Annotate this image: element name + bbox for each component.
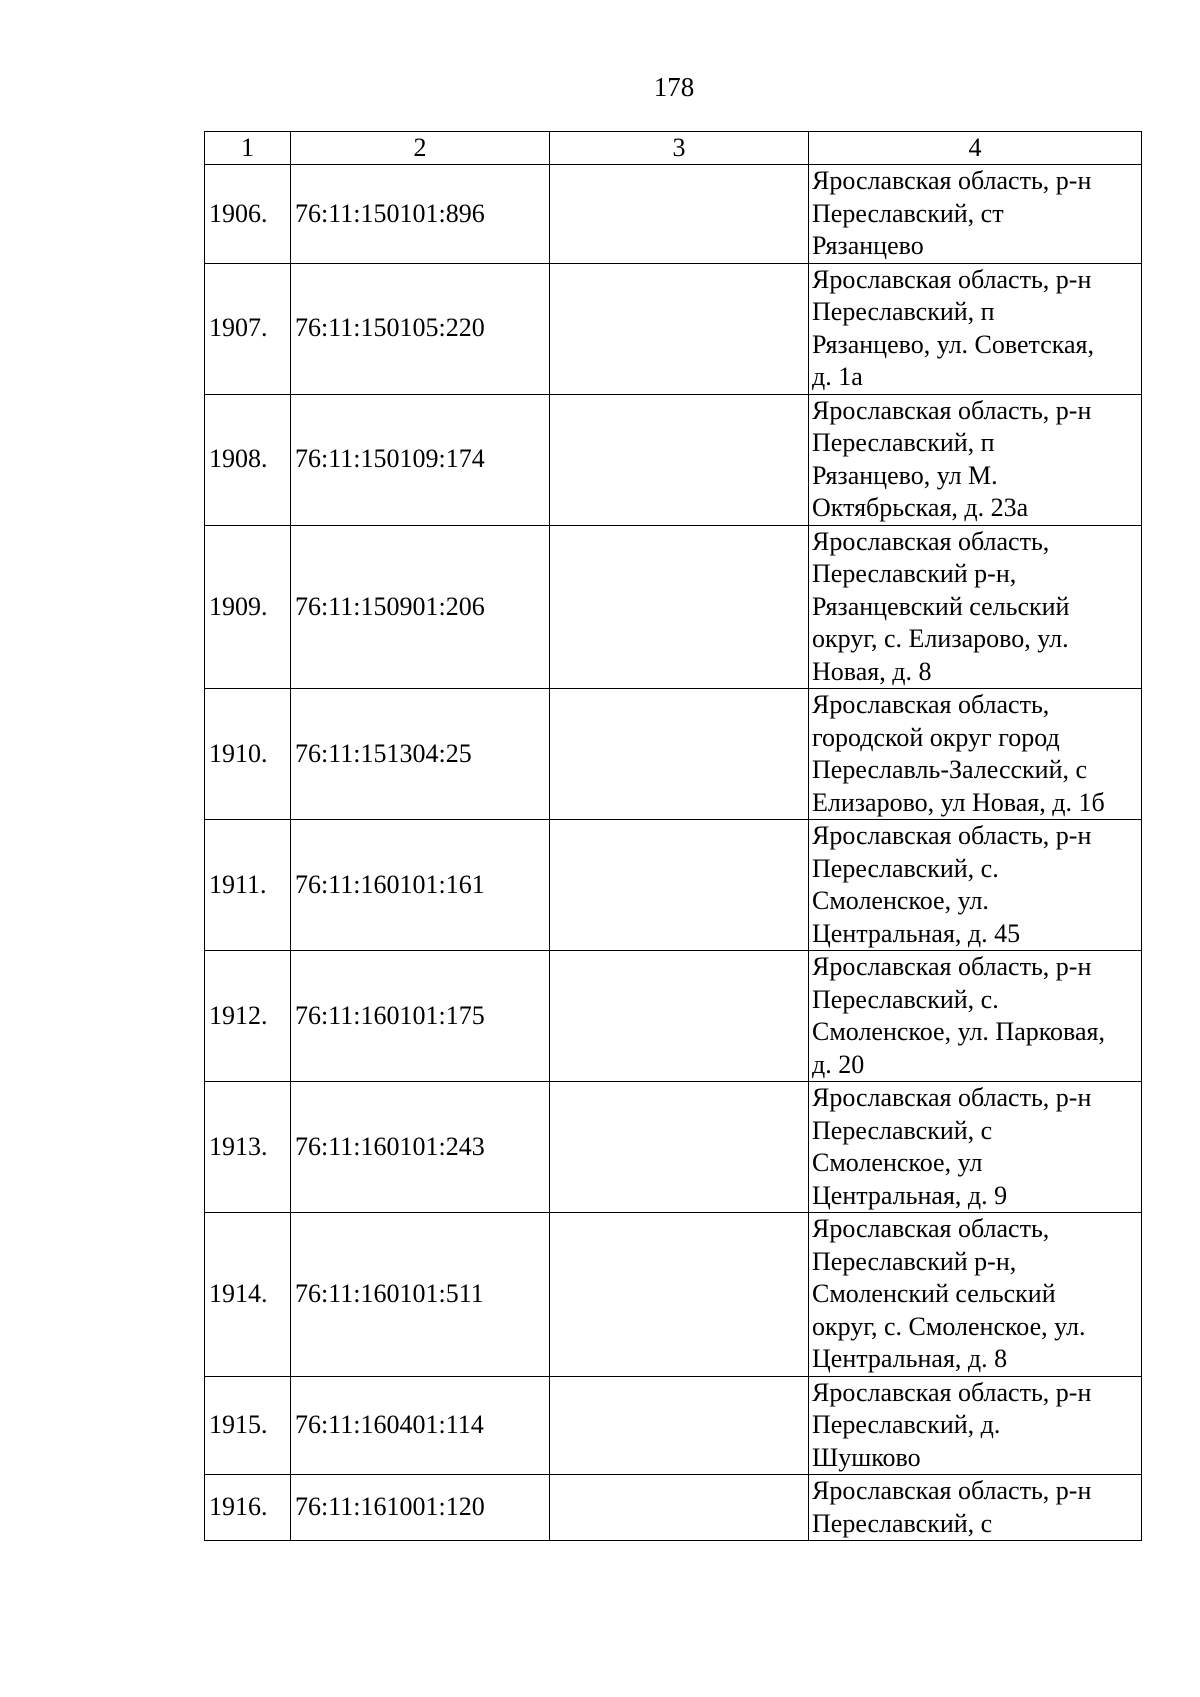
- row-number: 1911.: [205, 820, 291, 951]
- address-line: Рязанцевский сельский: [812, 591, 1070, 621]
- table-row: [205, 394, 1142, 525]
- row-number: 1913.: [205, 1082, 291, 1213]
- address-line: Смоленское, ул: [812, 1148, 983, 1177]
- row-number: 1908.: [205, 394, 291, 525]
- column-3-cell: [550, 820, 809, 951]
- address-line: Ярославская область,: [812, 526, 1050, 556]
- row-number: 1906.: [205, 165, 291, 264]
- address-line: городской округ город: [812, 722, 1060, 752]
- row-number: 1909.: [205, 525, 291, 689]
- address-line: Центральная, д. 9: [812, 1180, 1008, 1210]
- address-line: Елизарово, ул Новая, д. 1б: [812, 787, 1105, 817]
- row-number: 1916.: [205, 1475, 291, 1541]
- table-row: [205, 689, 1142, 820]
- address-line: Переславский, с: [812, 1115, 993, 1145]
- address-line: Ярославская область, р-н: [812, 395, 1092, 425]
- address-cell: [809, 165, 1142, 264]
- address-line: Ярославская область, р-н: [812, 1083, 1092, 1112]
- address-line: Ярославская область,: [812, 1214, 1050, 1243]
- address-line: Октябрьская, д. 23а: [812, 493, 1029, 522]
- column-3-cell: [550, 1376, 809, 1475]
- address-line: Рязанцево, ул М.: [812, 460, 998, 490]
- table-row: [205, 1213, 1142, 1377]
- row-number: 1912.: [205, 951, 291, 1082]
- address-line: Шушково: [812, 1442, 921, 1472]
- address-cell: [809, 263, 1142, 394]
- address-line: Переславский, п: [812, 297, 995, 326]
- column-3-cell: [550, 165, 809, 264]
- cadastral-number: 76:11:160101:175: [291, 951, 550, 1082]
- address-cell: [809, 1376, 1142, 1475]
- table-row: [205, 1376, 1142, 1475]
- cadastral-number: 76:11:160101:511: [291, 1213, 550, 1377]
- cadastral-number: 76:11:150901:206: [291, 525, 550, 689]
- cadastral-number: 76:11:150105:220: [291, 263, 550, 394]
- address-line: д. 1а: [812, 362, 863, 391]
- column-3-cell: [550, 1475, 809, 1541]
- property-table: [204, 131, 1142, 1541]
- address-line: Ярославская область, р-н: [812, 821, 1092, 850]
- address-line: Ярославская область, р-н: [812, 166, 1092, 195]
- address-cell: [809, 525, 1142, 689]
- address-line: Ярославская область, р-н: [812, 952, 1092, 981]
- address-line: Рязанцево, ул. Советская,: [812, 329, 1095, 359]
- table-row: [205, 165, 1142, 264]
- address-line: Переславский, ст: [812, 198, 1004, 228]
- address-line: округ, с. Смоленское, ул.: [812, 1311, 1086, 1341]
- column-3-cell: [550, 394, 809, 525]
- address-line: Переславский, с.: [812, 984, 999, 1014]
- header-cell: 1: [205, 132, 291, 165]
- cadastral-number: 76:11:150109:174: [291, 394, 550, 525]
- address-cell: [809, 951, 1142, 1082]
- cadastral-number: 76:11:160101:161: [291, 820, 550, 951]
- address-line: Ярославская область,: [812, 690, 1050, 719]
- address-line: д. 20: [812, 1049, 865, 1079]
- header-cell: 2: [291, 132, 550, 165]
- address-line: Ярославская область, р-н: [812, 264, 1092, 294]
- address-line: Смоленский сельский: [812, 1279, 1056, 1308]
- table-row: [205, 951, 1142, 1082]
- address-cell: [809, 1475, 1142, 1541]
- row-number: 1907.: [205, 263, 291, 394]
- cadastral-number: 76:11:160101:243: [291, 1082, 550, 1213]
- address-cell: [809, 820, 1142, 951]
- table-row: [205, 1475, 1142, 1541]
- header-cell: 4: [809, 132, 1142, 165]
- row-number: 1915.: [205, 1376, 291, 1475]
- address-cell: [809, 689, 1142, 820]
- address-line: округ, с. Елизарово, ул.: [812, 624, 1069, 653]
- address-line: Переславский р-н,: [812, 1246, 1017, 1276]
- column-3-cell: [550, 689, 809, 820]
- address-line: Переславский, п: [812, 428, 995, 457]
- row-number: 1914.: [205, 1213, 291, 1377]
- address-line: Переславский р-н,: [812, 559, 1017, 588]
- address-line: Переславский, д.: [812, 1410, 1001, 1439]
- row-number: 1910.: [205, 689, 291, 820]
- address-line: Ярославская область, р-н: [812, 1377, 1092, 1407]
- table-row: [205, 525, 1142, 689]
- column-3-cell: [550, 951, 809, 1082]
- cadastral-number: 76:11:150101:896: [291, 165, 550, 264]
- page-number: 178: [653, 72, 695, 102]
- address-line: Переславский, с: [812, 1508, 993, 1538]
- column-3-cell: [550, 525, 809, 689]
- header-cell: 3: [550, 132, 809, 165]
- table-row: [205, 820, 1142, 951]
- address-cell: [809, 1082, 1142, 1213]
- address-line: Ярославская область, р-н: [812, 1476, 1092, 1505]
- address-cell: [809, 394, 1142, 525]
- column-3-cell: [550, 1082, 809, 1213]
- column-3-cell: [550, 263, 809, 394]
- address-line: Смоленское, ул. Парковая,: [812, 1017, 1105, 1046]
- table-row: [205, 263, 1142, 394]
- address-line: Переславский, с.: [812, 853, 999, 883]
- cadastral-number: 76:11:160401:114: [291, 1376, 550, 1475]
- column-3-cell: [550, 1213, 809, 1377]
- address-line: Рязанцево: [812, 231, 924, 260]
- table-row: [205, 1082, 1142, 1213]
- address-line: Центральная, д. 8: [812, 1344, 1008, 1373]
- header-row: [205, 132, 1142, 165]
- address-line: Смоленское, ул.: [812, 886, 989, 915]
- address-cell: [809, 1213, 1142, 1377]
- cadastral-number: 76:11:151304:25: [291, 689, 550, 820]
- address-line: Переславль-Залесский, с: [812, 755, 1088, 784]
- address-line: Новая, д. 8: [812, 656, 932, 686]
- table-body: [205, 165, 1142, 1541]
- address-line: Центральная, д. 45: [812, 918, 1021, 948]
- cadastral-number: 76:11:161001:120: [291, 1475, 550, 1541]
